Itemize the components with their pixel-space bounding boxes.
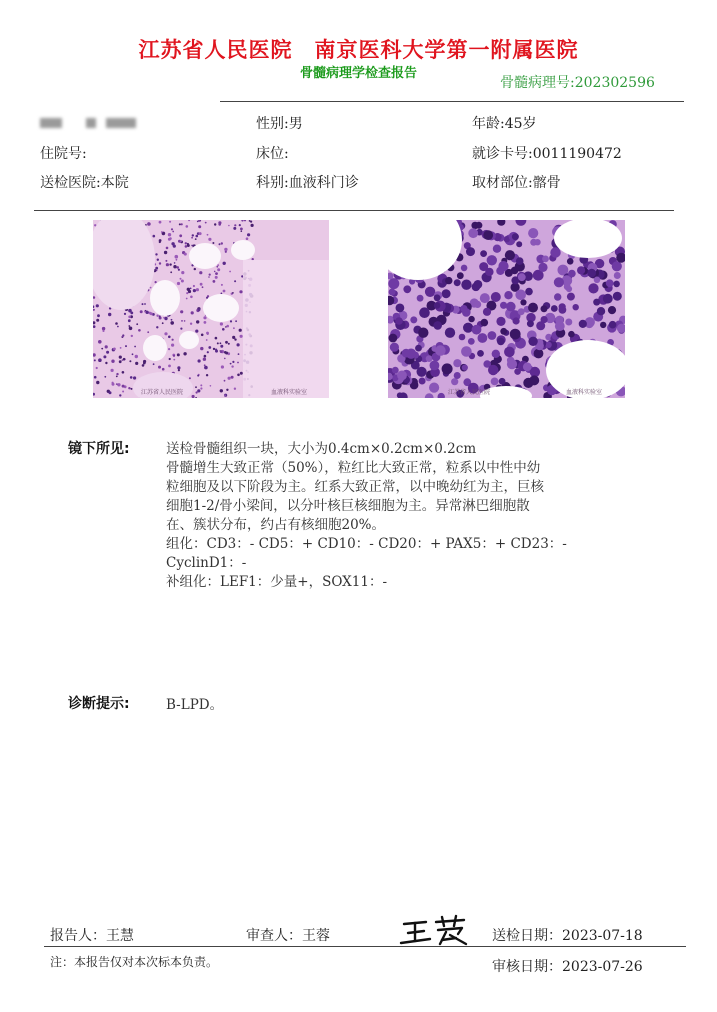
age-field: 年龄:45岁 [472,116,537,132]
report-title: 骨髓病理学检查报告 [299,66,417,81]
gender-field: 性别:男 [256,116,303,132]
inpatient-number-field: 住院号: [40,146,87,162]
hospital-name: 江苏省人民医院 南京医科大学第一附属医院 [138,38,579,62]
sending-hospital-field: 送检医院:本院 [40,175,129,191]
findings-label: 镜下所见: [68,441,130,457]
finding-line: 细胞1-2/骨小梁间，以分叶核巨核细胞为主。异常淋巴细胞散 [166,498,530,514]
micrograph-low-power [93,220,329,398]
watermark-lab: 血液科实验室 [566,389,603,396]
disclaimer-note: 注：本报告仅对本次标本负责。 [50,955,219,969]
finding-line: 粒细胞及以下阶段为主。红系大致正常，以中晚幼红为主，巨核 [166,479,544,495]
header-rule [220,101,684,102]
sampling-site-field: 取材部位:髂骨 [472,175,561,191]
finding-line: 组化：CD3：- CD5：+ CD10：- CD20：+ PAX5：+ CD23：- [166,536,567,552]
watermark-hospital: 江苏省人民医院 [141,389,184,396]
review-date-field: 审核日期：2023-07-26 [492,959,643,975]
send-date-field: 送检日期：2023-07-18 [492,928,643,944]
info-rule [34,210,674,211]
bed-field: 床位: [256,146,289,162]
finding-line: 骨髓增生大致正常（50%），粒红比大致正常，粒系以中性中幼 [166,460,541,476]
finding-line: CyclinD1：- [166,555,247,571]
patient-name-redacted [40,116,140,130]
finding-line: 在、簇状分布，约占有核细胞20%。 [166,517,386,533]
footer-rule [44,946,686,947]
micrograph-high-power [388,220,625,398]
diagnosis-text: B-LPD。 [166,697,224,713]
reviewer-signature [398,914,470,948]
pathology-number: 骨髓病理号:202302596 [500,75,655,91]
watermark-hospital: 江苏省人民医院 [448,389,491,396]
reviewer-field: 审查人：王蓉 [246,928,330,944]
diagnosis-label: 诊断提示: [68,696,130,712]
watermark-lab: 血液科实验室 [271,389,308,396]
finding-line: 送检骨髓组织一块，大小为0.4cm×0.2cm×0.2cm [166,441,477,457]
card-number-field: 就诊卡号:0011190472 [472,146,622,162]
department-field: 科别:血液科门诊 [256,175,359,191]
reporter-field: 报告人：王慧 [50,928,134,944]
finding-line: 补组化：LEF1：少量+，SOX11：- [166,574,388,590]
